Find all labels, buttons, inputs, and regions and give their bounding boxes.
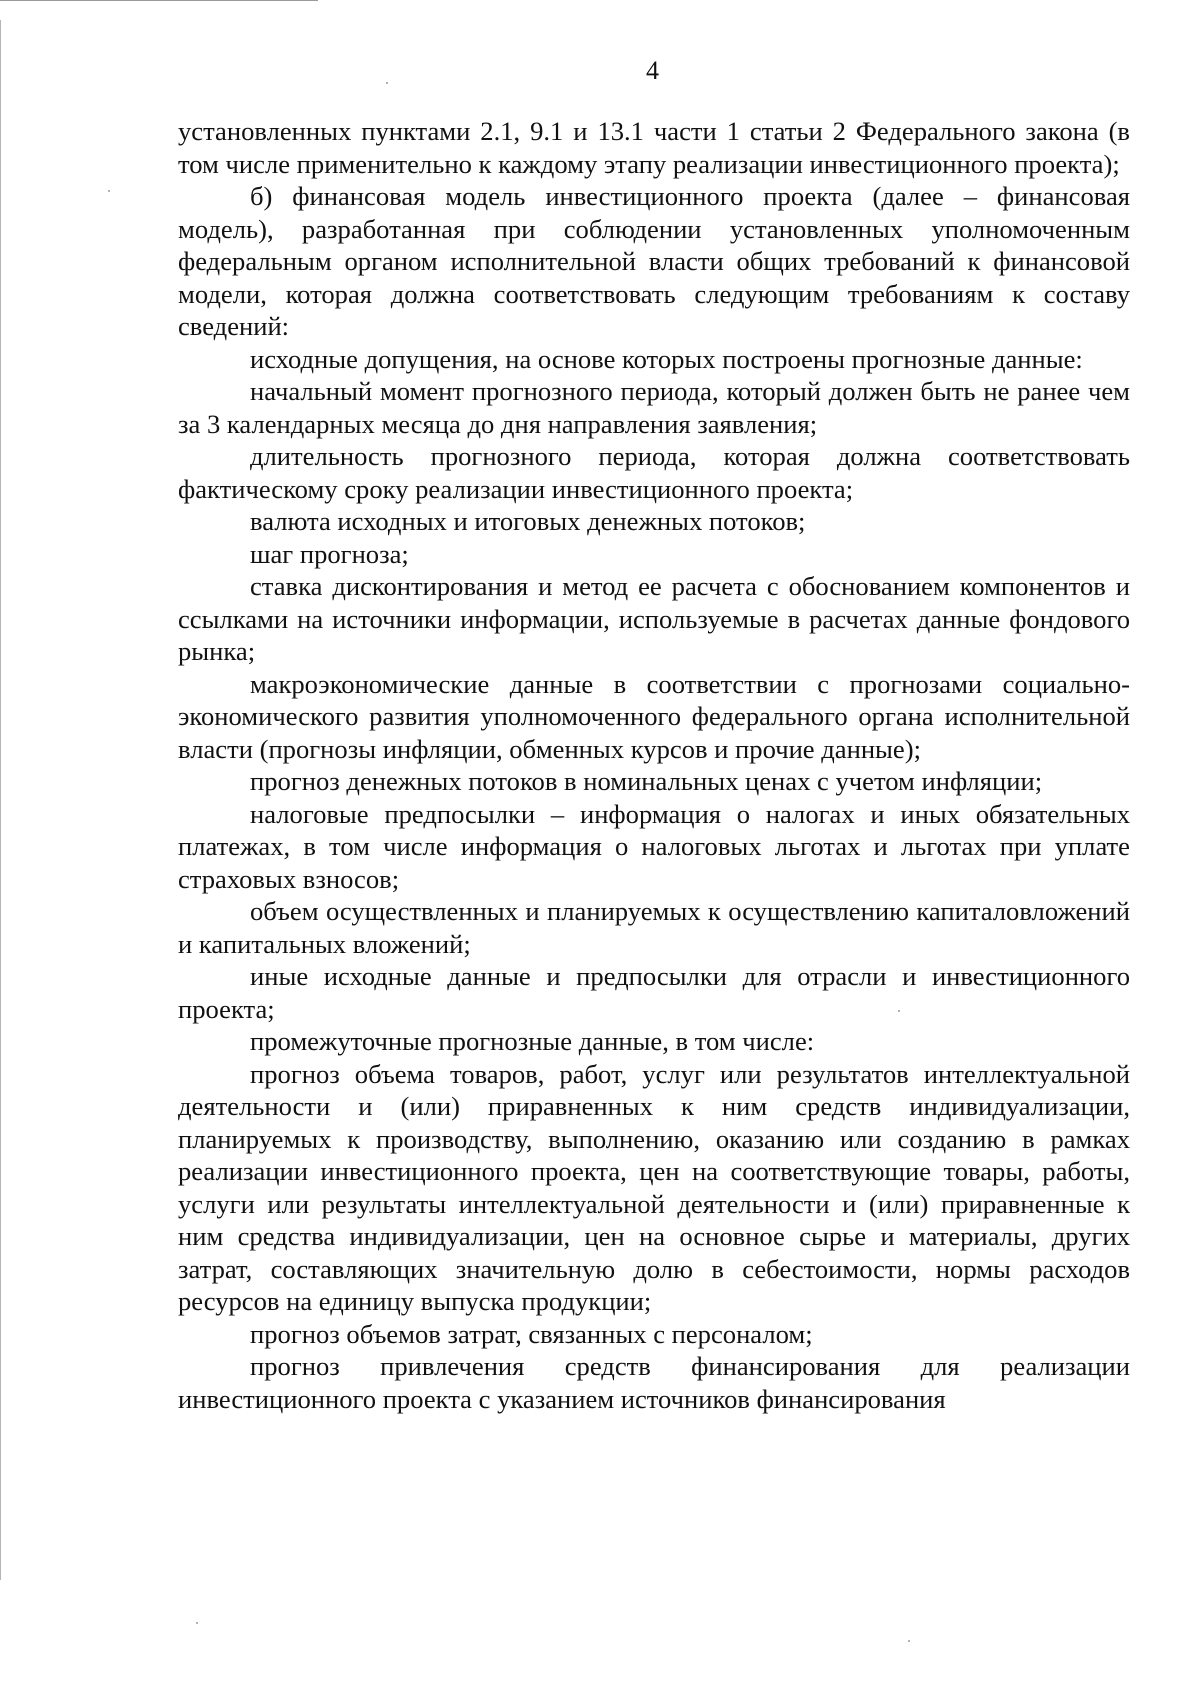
paragraph: ставка дисконтирования и метод ее расчета с обоснованием компонентов и ссылками на источники информации, используемые в расчетах данные фондового рынка; bbox=[178, 571, 1130, 666]
paragraph: прогноз привлечения средств финансирования для реализации инвестиционного проекта с указанием источников финансирования bbox=[178, 1351, 1130, 1414]
paragraph: шаг прогноза; bbox=[250, 538, 409, 569]
paragraph: налоговые предпосылки – информация о налогах и иных обязательных платежах, в том числе информация о налоговых льготах и льготах при уплате страховых взносов; bbox=[178, 798, 1130, 894]
paragraph: длительность прогнозного периода, которая должна соответствовать фактическому сроку реализации инвестиционного проекта; bbox=[178, 441, 1130, 504]
scan-speck bbox=[908, 1640, 910, 1642]
paragraph: начальный момент прогнозного периода, который должен быть не ранее чем за 3 календарных месяца до дня направления заявления; bbox=[178, 376, 1130, 439]
scan-edge-left bbox=[0, 20, 1, 1580]
page-number: 4 bbox=[646, 56, 659, 85]
scan-edge-top bbox=[0, 0, 318, 1]
scan-speck bbox=[108, 190, 110, 192]
paragraph: объем осуществленных и планируемых к осуществлению капиталовложений и капитальных вложений; bbox=[178, 896, 1130, 959]
paragraph: макроэкономические данные в соответствии с прогнозами социально-экономического развития уполномоченного федерального органа исполнительной власти (прогнозы инфляции, обменных курсов и прочие данные); bbox=[178, 668, 1130, 764]
paragraph: прогноз денежных потоков в номинальных ценах с учетом инфляции; bbox=[250, 766, 1043, 796]
paragraph: установленных пунктами 2.1, 9.1 и 13.1 части 1 статьи 2 Федерального закона (в том числе применительно к каждому этапу реализации инвестиционного проекта); bbox=[178, 116, 1130, 179]
document-body bbox=[178, 115, 1130, 1415]
scan-speck bbox=[196, 1622, 198, 1624]
paragraph: прогноз объемов затрат, связанных с персоналом; bbox=[250, 1318, 813, 1349]
paragraph: б) финансовая модель инвестиционного проекта (далее – финансовая модель), разработанная при соблюдении установленных уполномоченным федеральным органом исполнительной власти общих требований к финансовой модели, которая должна соответствовать следующим требованиям к составу сведений: bbox=[178, 181, 1130, 341]
paragraph: исходные допущения, на основе которых построены прогнозные данные: bbox=[250, 343, 1083, 374]
paragraph: иные исходные данные и предпосылки для отрасли и инвестиционного проекта; bbox=[178, 961, 1130, 1024]
paragraph: валюта исходных и итоговых денежных потоков; bbox=[250, 506, 806, 536]
paragraph: прогноз объема товаров, работ, услуг или результатов интеллектуальной деятельности и (или) приравненных к ним средств индивидуализации, планируемых к производству, выполнению, оказанию или созданию в рамках реализации инвестиционного проекта, цен на соответствующие товары, работы, услуги или результаты интеллектуальной деятельности и (или) приравненные к ним средства индивидуализации, цен на основное сырье и материалы, других затрат, составляющих значительную долю в себестоимости, нормы расходов ресурсов на единицу выпуска продукции; bbox=[178, 1058, 1130, 1316]
paragraph: промежуточные прогнозные данные, в том числе: bbox=[250, 1026, 815, 1056]
